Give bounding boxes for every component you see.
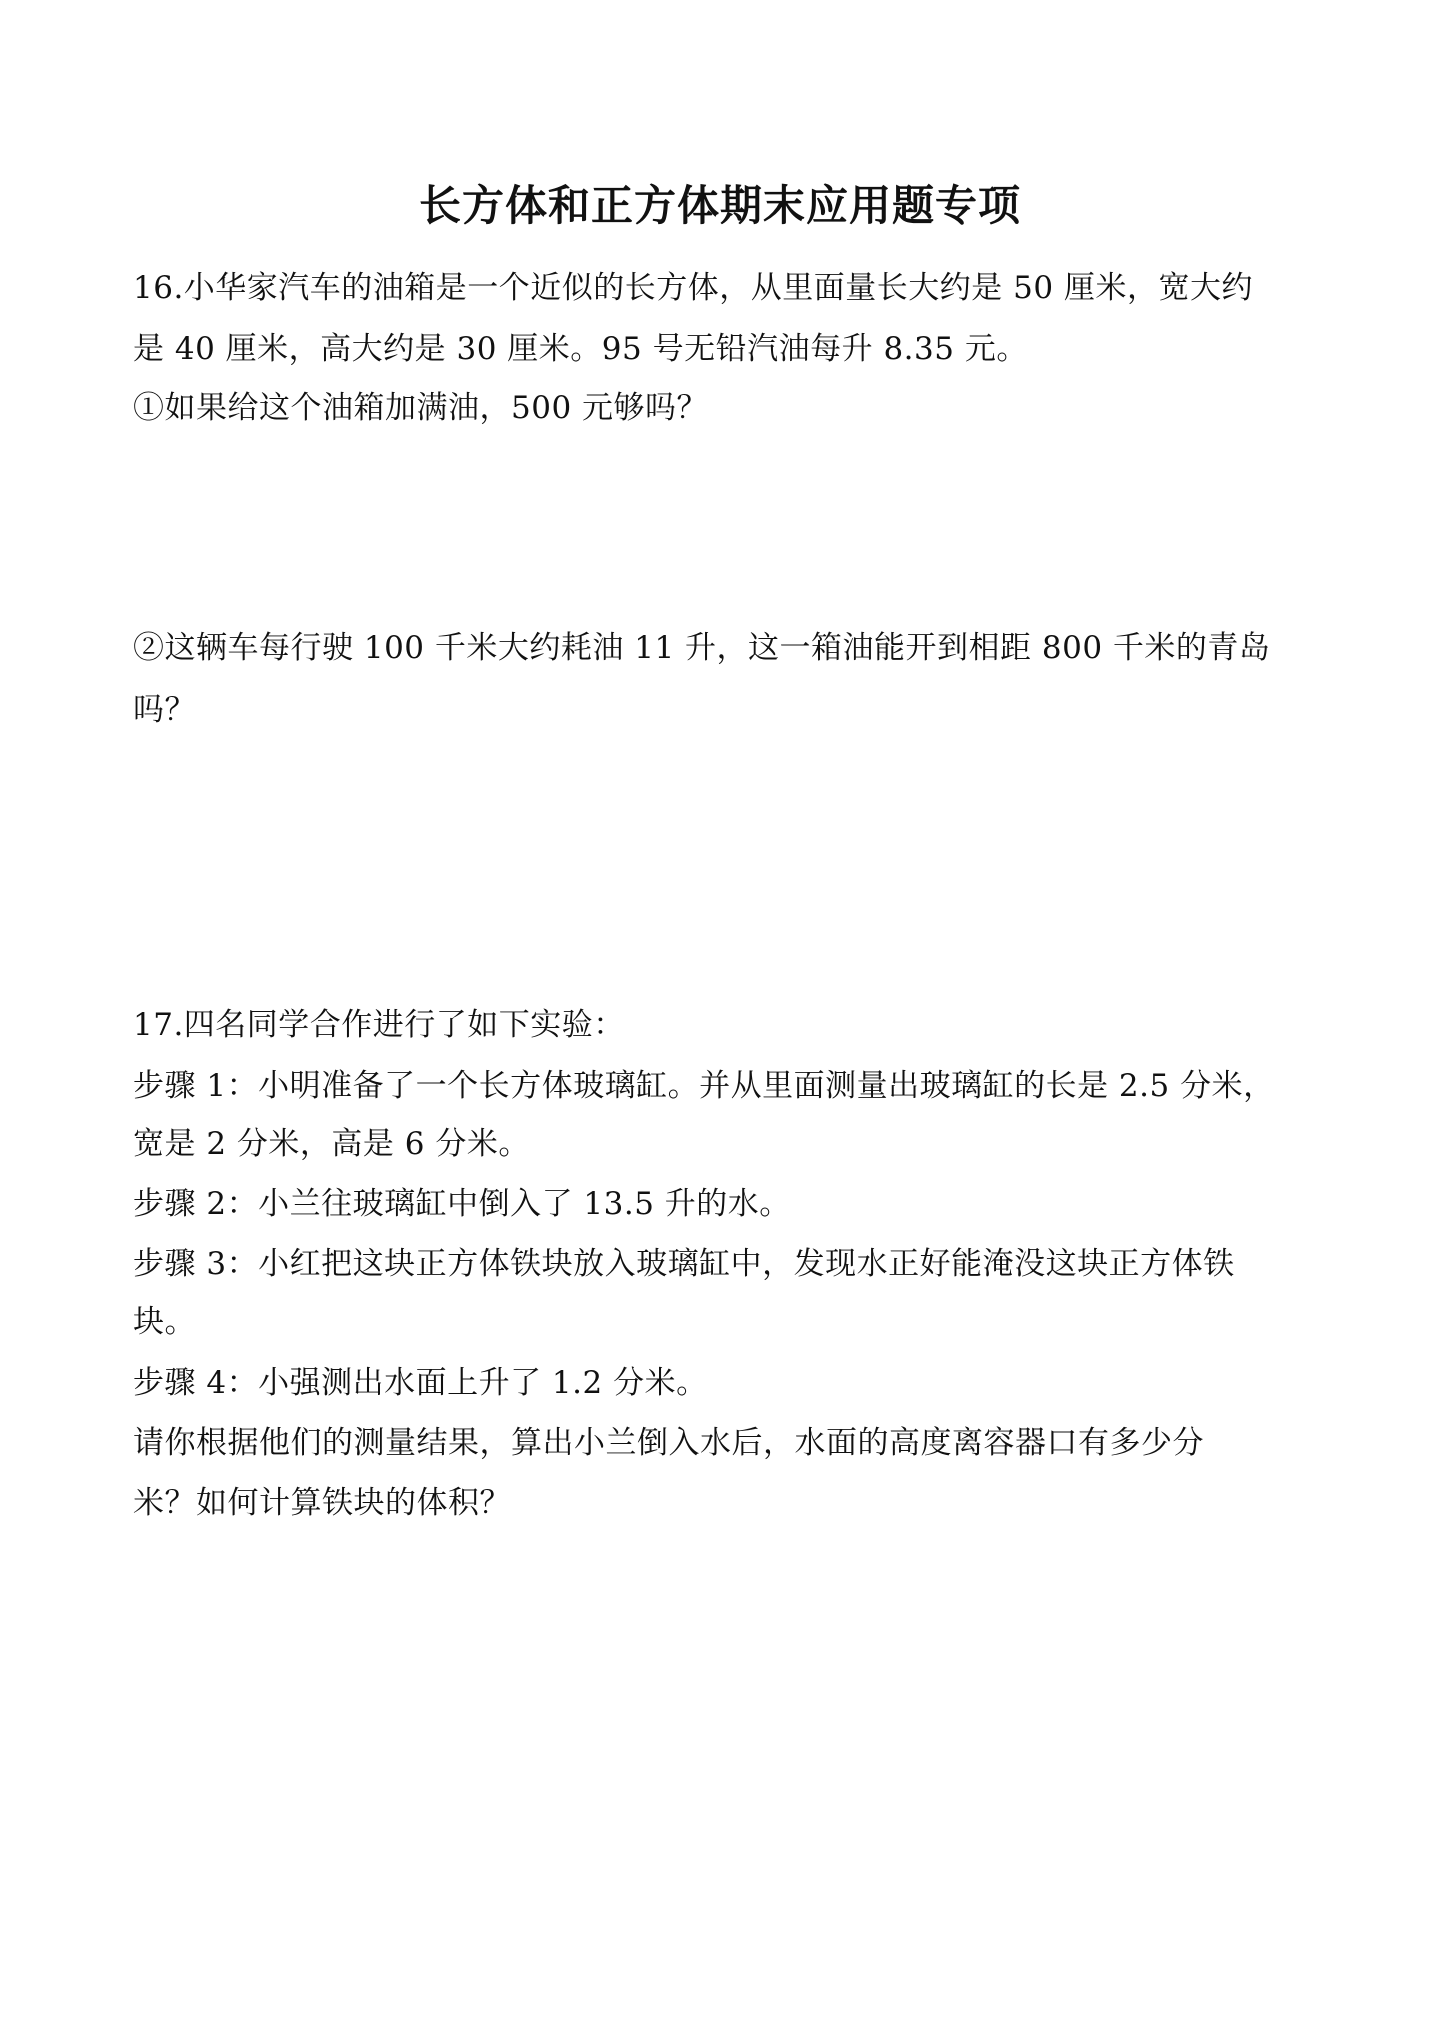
q17-step-1-line-1: 步骤 1：小明准备了一个长方体玻璃缸。并从里面测量出玻璃缸的长是 2.5 分米， — [133, 1068, 1275, 1104]
q17-step-3-line-1: 步骤 3：小红把这块正方体铁块放入玻璃缸中，发现水正好能淹没这块正方体铁 — [133, 1246, 1235, 1282]
q16-part-2-line-2: 吗？ — [133, 692, 196, 728]
q17-step-2: 步骤 2：小兰往玻璃缸中倒入了 13.5 升的水。 — [133, 1186, 791, 1222]
q16-part-2-line-1: ②这辆车每行驶 100 千米大约耗油 11 升，这一箱油能开到相距 800 千米的青岛 — [133, 630, 1271, 666]
q17-step-4: 步骤 4：小强测出水面上升了 1.2 分米。 — [133, 1365, 708, 1401]
q17-question-line-1: 请你根据他们的测量结果，算出小兰倒入水后，水面的高度离容器口有多少分 — [133, 1425, 1204, 1461]
q16-line-1: 16.小华家汽车的油箱是一个近似的长方体，从里面量长大约是 50 厘米，宽大约 — [133, 270, 1253, 306]
q16-line-2: 是 40 厘米，高大约是 30 厘米。95 号无铅汽油每升 8.35 元。 — [133, 331, 1028, 367]
q17-question-line-2: 米？如何计算铁块的体积？ — [133, 1485, 511, 1521]
page-title: 长方体和正方体期末应用题专项 — [418, 181, 1021, 230]
q17-step-3-line-2: 块。 — [133, 1304, 196, 1340]
q17-step-1-line-2: 宽是 2 分米，高是 6 分米。 — [133, 1126, 530, 1162]
q17-intro: 17.四名同学合作进行了如下实验： — [133, 1007, 625, 1043]
q16-part-1: ①如果给这个油箱加满油，500 元够吗？ — [133, 390, 709, 426]
